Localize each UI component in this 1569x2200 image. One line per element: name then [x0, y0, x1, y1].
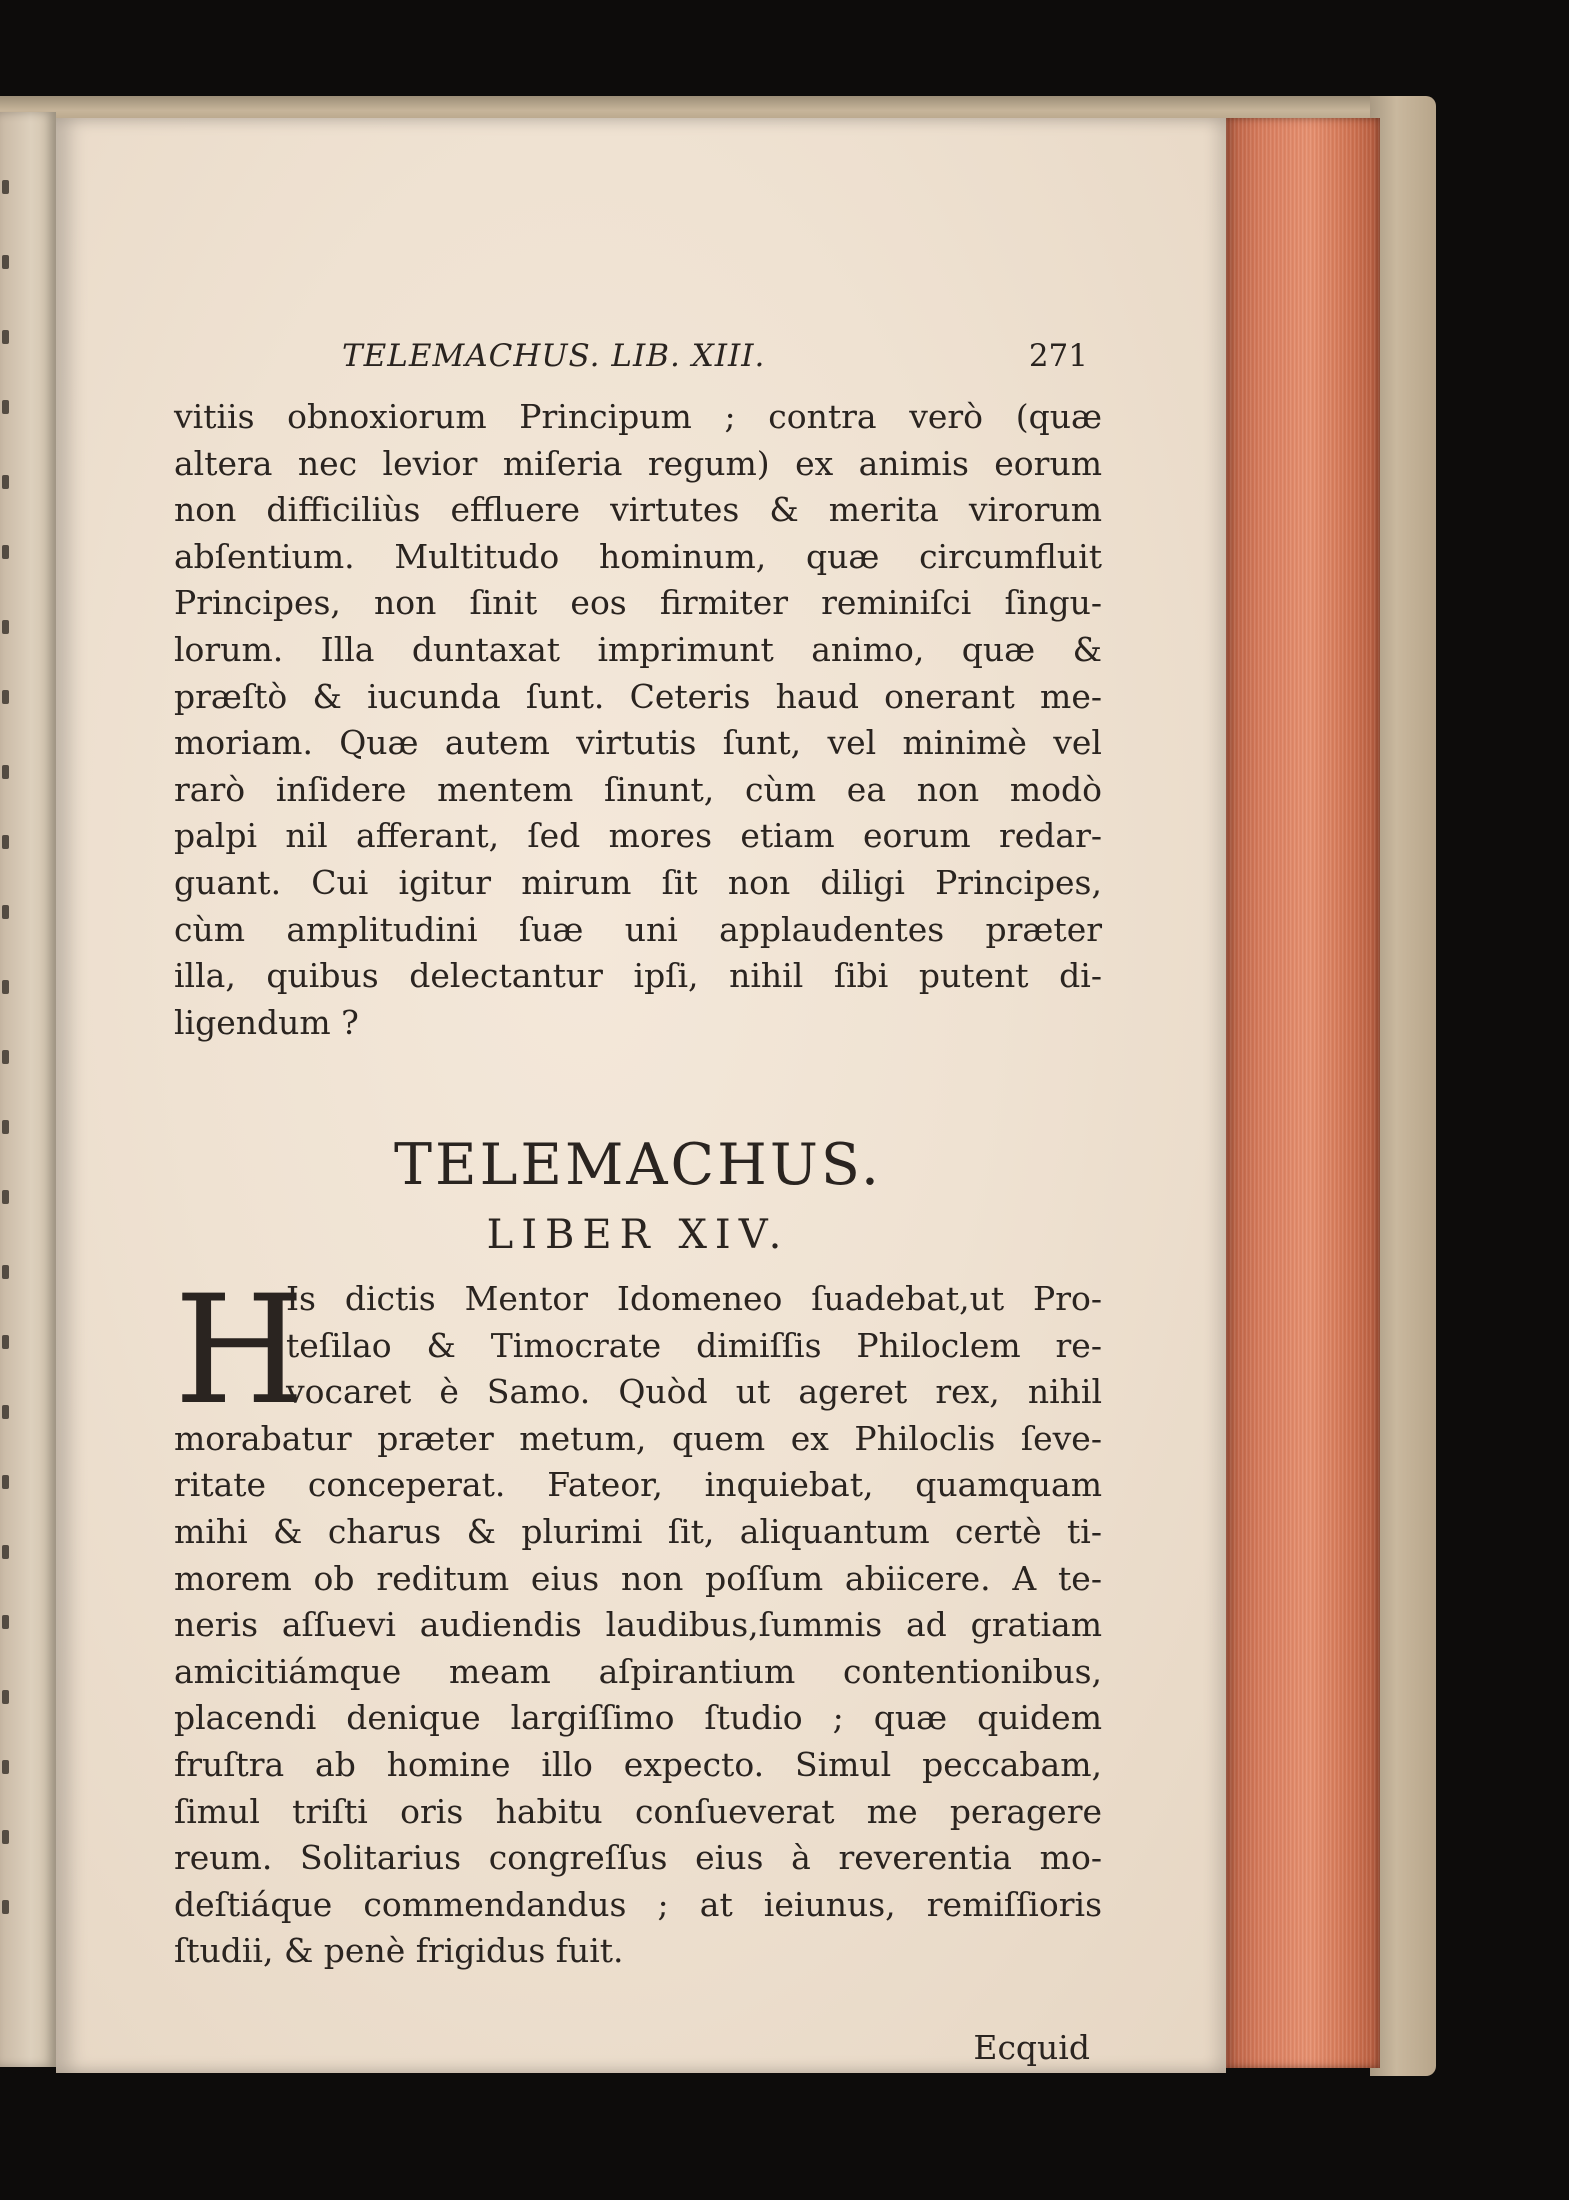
text-line: ſimul triſti oris habitu conſueverat me peragere [174, 1791, 1102, 1831]
text-line: Principes, non ſinit eos firmiter reminiſci ſingu- [174, 583, 1102, 623]
text-line: amicitiámque meam aſpirantium contentionibus, [174, 1651, 1102, 1691]
text-line: ligendum ? [174, 1002, 359, 1042]
text-line: rarò inſidere mentem ſinunt, cùm ea non modò [174, 769, 1102, 809]
text-line: vitiis obnoxiorum Principum ; contra verò (quæ [174, 397, 1102, 436]
facing-page-glyph [2, 1615, 9, 1629]
book-heading: TELEMACHUS. [393, 1132, 883, 1198]
running-title: TELEMACHUS. LIB. XIII. [342, 338, 766, 374]
facing-page-glyph [2, 1405, 9, 1419]
text-line: lorum. Illa duntaxat imprimunt animo, quæ & [174, 629, 1102, 669]
text-line: morabatur præter metum, quem ex Philoclis ſeve- [174, 1418, 1102, 1458]
drop-cap-letter: H [174, 1264, 305, 1438]
facing-page-glyph [2, 1050, 9, 1064]
text-line: neris aſſuevi audiendis laudibus,ſummis ad gratiam [174, 1605, 1102, 1645]
running-head [174, 338, 1102, 378]
facing-page-glyph [2, 1830, 9, 1844]
facing-page-glyph [2, 1265, 9, 1279]
facing-page-glyph [2, 620, 9, 634]
facing-page-glyph [2, 330, 9, 344]
chapter-paragraph [174, 1264, 1102, 1975]
facing-page-glyph [2, 1475, 9, 1489]
facing-page-glyph [2, 1190, 9, 1204]
red-fore-edge [1222, 118, 1380, 2068]
book-subheading: LIBER XIV. [486, 1212, 790, 1258]
facing-page-glyph [2, 475, 9, 489]
facing-page-glyph [2, 765, 9, 779]
text-line: cùm amplitudini ſuæ uni applaudentes præter [174, 909, 1102, 949]
text-line: teſilao & Timocrate dimiſſis Philoclem re- [286, 1325, 1102, 1365]
facing-page-glyph [2, 690, 9, 704]
paragraph-continued [174, 394, 1102, 1046]
text-line: moriam. Quæ autem virtutis ſunt, vel minimè vel [174, 723, 1102, 763]
text-line: vocaret è Samo. Quòd ut ageret rex, nihil [286, 1372, 1102, 1412]
facing-page-glyph [2, 905, 9, 919]
facing-page-text-marks [0, 112, 14, 2067]
page-number: 271 [1028, 338, 1088, 374]
text-line: non difficiliùs effluere virtutes & merita virorum [174, 490, 1102, 530]
text-line: morem ob reditum eius non poſſum abiicere. A te- [174, 1558, 1102, 1598]
book-page [56, 118, 1226, 2073]
facing-page-glyph [2, 1760, 9, 1774]
facing-page-glyph [2, 545, 9, 559]
facing-page-glyph [2, 400, 9, 414]
facing-page-glyph [2, 835, 9, 849]
text-line: ſtudii, & penè frigidus fuit. [174, 1931, 624, 1971]
facing-page-glyph [2, 1690, 9, 1704]
text-line: altera nec levior miſeria regum) ex animis eorum [174, 443, 1102, 483]
text-line: præſtò & iucunda ſunt. Ceteris haud onerant me- [174, 676, 1102, 716]
facing-page-glyph [2, 1900, 9, 1914]
facing-page-glyph [2, 1120, 9, 1134]
text-line: deſtiáque commendandus ; at ieiunus, remiſſioris [174, 1884, 1102, 1924]
text-line: palpi nil afferant, ſed mores etiam eorum redar- [174, 816, 1102, 856]
text-line: illa, quibus delectantur ipſi, nihil ſibi putent di- [174, 956, 1102, 996]
text-line: placendi denique largiſſimo ſtudio ; quæ quidem [174, 1698, 1102, 1738]
text-line: mihi & charus & plurimi ſit, aliquantum certè ti- [174, 1511, 1102, 1551]
facing-page-glyph [2, 1545, 9, 1559]
text-line: ritate conceperat. Fateor, inquiebat, quamquam [174, 1465, 1102, 1505]
text-line: reum. Solitarius congreſſus eius à reverentia mo- [174, 1838, 1102, 1878]
text-line: fruſtra ab homine illo expecto. Simul peccabam, [174, 1744, 1102, 1784]
text-line: Is dictis Mentor Idomeneo ſuadebat,ut Pro- [286, 1279, 1102, 1318]
catchword: Ecquid [973, 2028, 1090, 2067]
facing-page-glyph [2, 255, 9, 269]
facing-page-glyph [2, 980, 9, 994]
facing-page-glyph [2, 1335, 9, 1349]
text-line: guant. Cui igitur mirum ſit non diligi Principes, [174, 862, 1102, 902]
facing-page-glyph [2, 180, 9, 194]
text-line: abſentium. Multitudo hominum, quæ circumfluit [174, 536, 1102, 576]
